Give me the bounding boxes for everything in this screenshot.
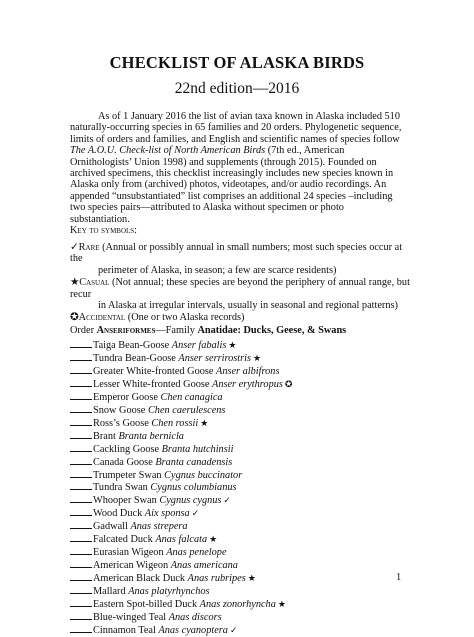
status-symbol-icon: ✓ [223, 495, 231, 506]
list-item [70, 443, 430, 456]
checkbox-line[interactable] [70, 378, 92, 387]
key-description-cont: in Alaska at irregular intervals, usually in seasonal and regional patterns) [98, 300, 398, 312]
common-name: Mallard [93, 586, 126, 598]
checkbox-line[interactable] [70, 404, 92, 413]
status-symbol-icon: ★ [253, 352, 262, 363]
intro-text-1: As of 1 January 2016 the list of avian taxa known in Alaska included 510 naturally-occurring species in 65 families and 20 orders. Phylogenetic sequence, limits of orders and families, and English and scientific names of species follow [70, 111, 402, 145]
checkbox-line[interactable] [70, 507, 92, 516]
list-item [70, 533, 430, 546]
checkbox-line[interactable] [70, 365, 92, 374]
status-symbol-icon: ★ [247, 573, 256, 584]
scientific-name: Anser fabalis [171, 340, 227, 351]
key-heading: Key to symbols: [70, 225, 138, 236]
list-item [70, 481, 430, 494]
check-icon: ✓ [70, 242, 79, 253]
checkbox-line[interactable] [70, 391, 92, 400]
list-item [70, 430, 430, 443]
scientific-name: Anser albifrons [216, 365, 280, 377]
scientific-name: Aix sponsa [144, 508, 190, 520]
list-item [70, 494, 430, 507]
key-label: Rare [78, 242, 100, 253]
common-name: Cackling Goose [93, 443, 160, 455]
order-dash: —Family [155, 325, 198, 336]
checkbox-line[interactable] [70, 352, 92, 361]
page-number: 1 [396, 572, 402, 583]
common-name: Tundra Swan [93, 482, 148, 494]
key-casual [70, 277, 415, 311]
list-item [70, 520, 430, 533]
checkbox-line[interactable] [70, 430, 92, 439]
status-symbol-icon: ✓ [191, 508, 200, 519]
key-description: (One or two Alaska records) [125, 312, 245, 324]
list-item [70, 365, 430, 378]
checkbox-line[interactable] [70, 443, 92, 452]
checkbox-line[interactable] [70, 585, 92, 594]
common-name: American Wigeon [93, 560, 169, 572]
common-name: Taiga Bean-Goose [93, 340, 170, 351]
scientific-name: Chen canagica [160, 391, 223, 403]
list-item [70, 559, 430, 572]
status-symbol-icon: ★ [209, 534, 218, 545]
common-name: Lesser White-fronted Goose [93, 378, 210, 390]
key-label: Casual [79, 277, 110, 289]
scientific-name: Chen rossii [151, 417, 199, 429]
common-name: Eurasian Wigeon [93, 547, 164, 559]
common-name: Gadwall [93, 521, 128, 533]
common-name: Snow Goose [93, 404, 146, 416]
star-icon: ★ [70, 277, 80, 289]
checkbox-line[interactable] [70, 598, 92, 607]
scientific-name: Branta bernicla [118, 430, 184, 442]
checkbox-line[interactable] [70, 624, 92, 633]
checkbox-line[interactable] [70, 572, 92, 581]
key-rare [70, 242, 415, 276]
key-description: (Annual or possibly annual in small numbers; most such species occur at the [70, 242, 403, 265]
scientific-name: Anas falcata [155, 534, 208, 546]
common-name: Wood Duck [93, 508, 143, 520]
common-name: Whooper Swan [93, 495, 157, 507]
checkbox-line[interactable] [70, 520, 92, 529]
checkbox-line[interactable] [70, 339, 92, 348]
scientific-name: Branta canadensis [155, 456, 233, 468]
list-item [70, 598, 430, 611]
list-item [70, 404, 430, 417]
common-name: American Black Duck [93, 573, 186, 585]
checkbox-line[interactable] [70, 417, 92, 426]
checkbox-line[interactable] [70, 494, 92, 503]
order-heading [70, 325, 430, 336]
checkbox-line[interactable] [70, 611, 92, 620]
common-name: Blue-winged Teal [93, 612, 167, 624]
scientific-name: Branta hutchinsii [161, 443, 234, 455]
common-name: Trumpeter Swan [93, 469, 162, 481]
common-name: Tundra Bean-Goose [93, 352, 176, 364]
scientific-name: Cygnus columbianus [150, 482, 237, 494]
key-description-cont: perimeter of Alaska, in season; a few are scarce residents) [98, 264, 337, 276]
scientific-name: Cygnus buccinator [164, 469, 243, 481]
common-name: Ross’s Goose [93, 417, 149, 429]
list-item [70, 391, 430, 404]
key-label: Accidental [78, 312, 126, 324]
list-item [70, 507, 430, 520]
status-symbol-icon: ✪ [284, 378, 293, 389]
scientific-name: Anas rubripes [187, 573, 246, 585]
list-item [70, 378, 430, 391]
common-name: Canada Goose [93, 456, 153, 468]
list-item [70, 456, 430, 469]
scientific-name: Anas penelope [166, 547, 227, 559]
list-item [70, 624, 430, 637]
list-item [70, 352, 430, 365]
intro-text-2: (7th ed., American Ornithologists’ Union 1998) and supplements (through 2015). Founded on archived specimens, this checklist increasingly includes new species known in Alaska only from (archived) photos, videotapes, and/or audio recordings. An appended “unsubstantiated” list comprises an additional 24 species –including two species pairs—attributed to Alaska without specimen or photo substantiation. [70, 145, 394, 225]
scientific-name: Anas platyrhynchos [128, 586, 210, 598]
scientific-name: Anas strepera [130, 521, 188, 533]
checkbox-line[interactable] [70, 559, 92, 568]
order-name: Anseriformes [96, 325, 156, 336]
scientific-name: Anser serrirostris [178, 352, 251, 364]
list-item [70, 339, 430, 352]
list-item [70, 546, 430, 559]
scientific-name: Cygnus cygnus [159, 495, 222, 507]
status-symbol-icon: ★ [228, 340, 237, 350]
status-symbol-icon: ★ [200, 417, 209, 428]
common-name: Eastern Spot-billed Duck [93, 599, 198, 611]
key-accidental [70, 312, 415, 323]
scientific-name: Anas americana [170, 560, 238, 572]
checkbox-line[interactable] [70, 469, 92, 478]
reference-title: The A.O.U. Check-list of North American Birds [70, 145, 266, 157]
status-symbol-icon: ✓ [229, 624, 238, 635]
scientific-name: Anser erythropus [212, 378, 283, 390]
scientific-name: Anas zonorhyncha [199, 599, 276, 611]
checkbox-line[interactable] [70, 481, 92, 490]
common-name: Brant [93, 430, 116, 442]
scientific-name: Chen caerulescens [147, 404, 226, 416]
checkbox-line[interactable] [70, 456, 92, 465]
order-prefix: Order [70, 325, 97, 336]
common-name: Emperor Goose [93, 391, 158, 403]
checkbox-line[interactable] [70, 533, 92, 542]
common-name: Cinnamon Teal [93, 624, 156, 636]
symbol-key-list [70, 242, 415, 325]
scientific-name: Anas cyanoptera [158, 624, 228, 636]
list-item [70, 572, 430, 585]
intro-paragraph [70, 111, 404, 225]
document-title: CHECKLIST OF ALASKA BIRDS [109, 53, 365, 72]
list-item [70, 469, 430, 482]
common-name: Greater White-fronted Goose [93, 365, 214, 377]
list-item [70, 585, 430, 598]
circled-star-icon: ✪ [70, 312, 79, 324]
status-symbol-icon: ★ [277, 599, 286, 610]
family-name: Anatidae: Ducks, Geese, & Swans [197, 325, 347, 336]
species-list [70, 339, 430, 637]
edition-line: 22nd edition—2016 [174, 80, 300, 97]
checkbox-line[interactable] [70, 546, 92, 555]
scientific-name: Anas discors [168, 612, 222, 624]
list-item [70, 417, 430, 430]
common-name: Falcated Duck [93, 534, 153, 546]
key-description: (Not annual; these species are beyond the periphery of annual range, but recur [70, 277, 410, 300]
